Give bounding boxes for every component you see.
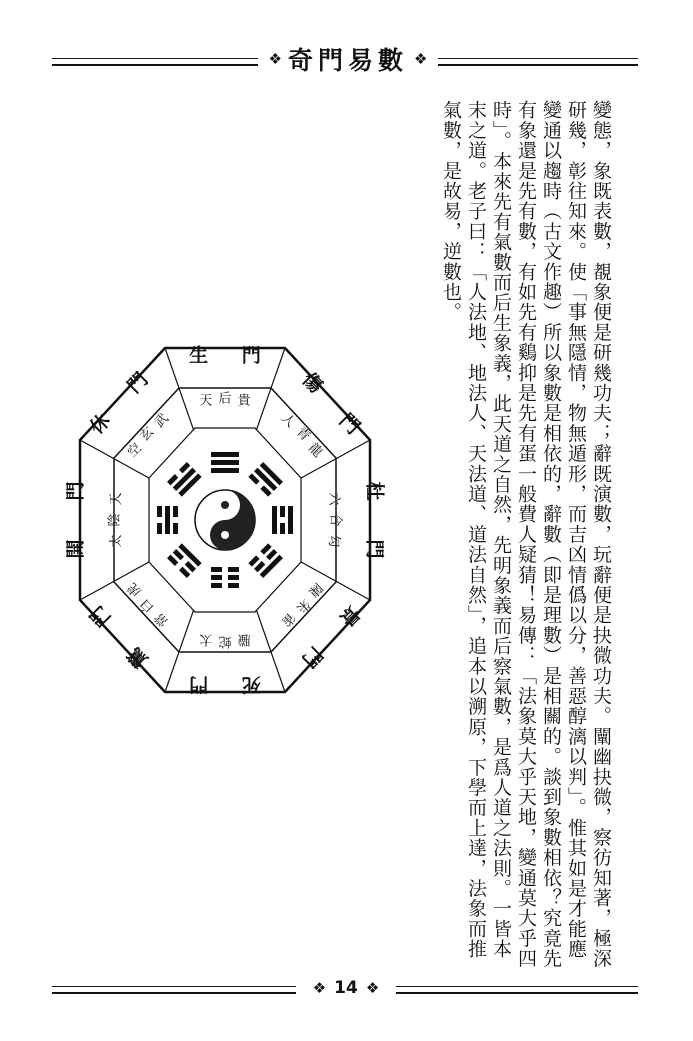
paragraph: 變態，象既表數，覩象便是研幾功夫；辭既演數，玩辭便是抉微功夫。闡幽抉微，察彷知著，極深研幾，彰往知來。使「事無隱情，物無遁形，而吉凶情僞以分，善惡醇漓以判」。惟其如是才能應變通以趨時（古文作趣）所以象數是相依的，辭數（即是理數）是相關的。談到象數相依？究竟先有象還是先有數，有如先有鷄抑是先有蛋一般費人疑猜！易傳：「法象莫大乎天地，變通莫大乎四時」。本來先有氣數而后生象義，此天道之自然，先明象義而后察氣數，是爲人道之法則。一皆本末之道。老子曰：「人法地、地法人、天法道、道法自然」，追本以溯原，下學而上達，法象而推氣數，是故易，逆數也。 (440, 100, 612, 969)
footer-rule-right (396, 986, 638, 994)
trigram-icon (211, 452, 239, 473)
inner-label: 空 (124, 440, 145, 461)
inner-label: 陰 (107, 513, 123, 527)
outer-label: 門 (334, 409, 365, 439)
outer-label: 門 (64, 481, 87, 501)
header-rule-left (52, 58, 258, 66)
outer-label: 門 (189, 673, 209, 696)
outer-label: 休 (85, 409, 116, 439)
inner-label: 貴 (237, 393, 251, 409)
inner-label: 太 (199, 631, 213, 647)
outer-label: 景 (334, 601, 365, 631)
page-title: 奇門易數 (287, 46, 408, 75)
inner-label: 天 (199, 393, 213, 409)
bagua-figure (64, 340, 386, 700)
inner-label: 玄 (137, 424, 158, 445)
inner-label: 龍 (305, 440, 326, 461)
outer-label: 門 (241, 344, 261, 367)
bagua-diagram (64, 340, 386, 700)
inner-label: 虎 (124, 579, 145, 600)
outer-label: 門 (363, 539, 386, 559)
inner-label: 六 (325, 492, 341, 506)
outer-label: 死 (241, 673, 261, 696)
outer-label: 開 (64, 539, 87, 559)
trigram-icon (272, 506, 293, 534)
page-number-text: 14 (334, 978, 358, 998)
trigram-icon (167, 462, 202, 497)
trigram-icon (167, 543, 202, 578)
inner-label: 武 (151, 410, 172, 431)
header (258, 42, 438, 76)
outer-label: 傷 (297, 368, 327, 398)
outer-label: 驚 (123, 642, 153, 672)
footer-rule-left (52, 986, 296, 994)
inner-label: 白 (137, 595, 158, 616)
trigram-icon (248, 543, 283, 578)
trigram-icon (211, 567, 239, 588)
yin-yang-icon (195, 490, 255, 550)
trigram-icon (157, 506, 178, 534)
ornament-icon: ❖ (414, 49, 428, 68)
inner-label: 勾 (325, 534, 341, 548)
inner-label: 螣 (237, 631, 251, 647)
outer-label: 門 (85, 601, 116, 631)
inner-label: 太 (109, 534, 125, 548)
ornament-icon: ❖ (312, 978, 327, 997)
inner-label: 人 (278, 410, 299, 431)
inner-label: 常 (151, 609, 172, 630)
inner-label: 合 (327, 513, 343, 527)
trigram-icon (248, 462, 283, 497)
outer-label: 門 (123, 368, 153, 398)
outer-label: 杜 (363, 481, 386, 501)
inner-label: 后 (218, 391, 232, 407)
inner-label: 天 (109, 492, 125, 506)
ornament-icon: ❖ (365, 978, 380, 997)
page-number (296, 974, 396, 1002)
inner-label: 青 (292, 424, 313, 445)
inner-label: 朱 (292, 595, 313, 616)
inner-label: 蛇 (218, 633, 232, 649)
ornament-icon: ❖ (268, 49, 282, 68)
body-text (403, 100, 613, 970)
outer-label: 生 (189, 344, 209, 367)
inner-label: 陳 (305, 579, 326, 600)
inner-label: 雀 (278, 609, 299, 630)
outer-label: 門 (297, 642, 327, 672)
header-rule-right (438, 58, 638, 66)
